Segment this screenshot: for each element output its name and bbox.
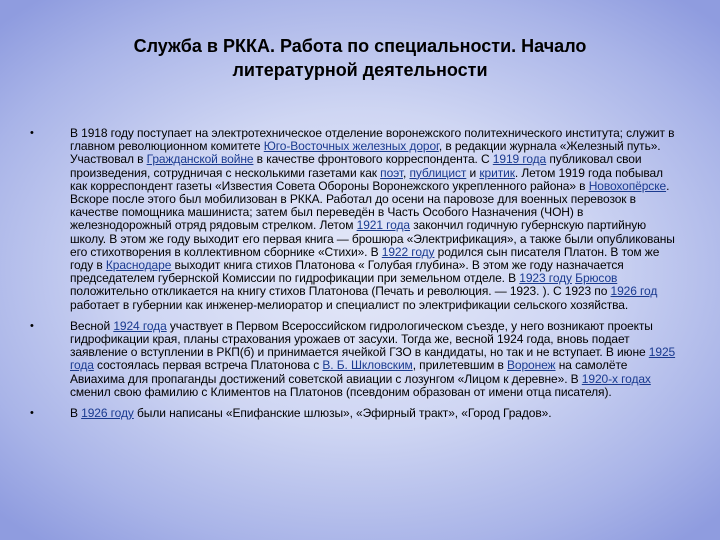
hyperlink[interactable]: 1920-х годах <box>581 371 651 386</box>
text-segment: В 1918 году поступает на электротехническое отделение воронежского политехнического института; служит в главном революционном комитете <box>70 126 675 154</box>
text-segment: положительно откликается на книгу стихов Платонова (Печать и революция. — 1923. ). С 1923 по <box>70 284 611 299</box>
hyperlink[interactable]: 1925 года <box>70 345 676 373</box>
bullet-list <box>30 127 680 420</box>
bullet-marker: • <box>30 319 34 332</box>
text-segment: . Вскоре после этого был мобилизован в РККА. Работал до осени на паровозе для военных перевозок в качестве помощника машиниста; затем был переведён в Часть Особого Назначения (ЧОН) в железнодорожный отряд рядовым стрелком. Летом <box>70 178 670 233</box>
text-segment: . Летом 1919 года побывал как корреспондент газеты «Известия Совета Обороны Воронежского укрепленного района» в <box>70 165 663 193</box>
text-segment: , в редакции журнала «Железный путь». Участвовал в <box>70 139 661 167</box>
bullet-item <box>30 407 680 420</box>
bullet-marker: • <box>30 407 34 420</box>
text-segment: были написаны «Епифанские шлюзы», «Эфирный тракт», «Город Градов». <box>133 406 552 421</box>
text-segment: в качестве фронтового корреспондента. С <box>253 152 493 167</box>
bullet-marker: • <box>30 127 34 139</box>
text-segment: родился сын писателя Платон. В том же году в <box>70 244 660 273</box>
text-segment: , прилетевшим в <box>412 358 507 373</box>
text-segment: выходит книга стихов Платонова « Голубая глубина». В этом же году назначается председателем губернской Комиссии по гидрофикации при земельном отделе. В <box>70 258 624 286</box>
text-segment: состоялась первая встреча Платонова с <box>93 358 323 373</box>
hyperlink[interactable]: Юго-Восточных железных дорог <box>263 139 439 154</box>
hyperlink[interactable]: 1924 года <box>113 318 167 333</box>
text-segment: публиковал свои произведения, сотрудничая с несколькими газетами как <box>70 152 642 180</box>
bullet-item <box>30 320 680 399</box>
hyperlink[interactable]: поэт <box>380 165 403 180</box>
slide-title-line-2: литературной деятельности <box>232 60 488 80</box>
text-segment: на самолёте Авиахима для пропаганды достижений советской авиации с лозунгом «Лицом к деревне». В <box>70 358 628 386</box>
text-segment: , <box>402 165 410 180</box>
text-segment: В <box>70 406 82 421</box>
bullet-text <box>70 320 680 399</box>
hyperlink[interactable]: Гражданской войне <box>146 152 254 167</box>
hyperlink[interactable]: Воронеж <box>506 358 556 373</box>
hyperlink[interactable]: Новохопёрске <box>588 178 667 193</box>
bullet-item <box>30 127 680 312</box>
hyperlink[interactable]: 1922 году <box>381 244 435 259</box>
text-segment: Весной <box>70 318 114 333</box>
bullet-text <box>70 127 680 312</box>
hyperlink[interactable]: 1926 году <box>81 406 134 421</box>
text-segment: участвует в Первом Всероссийском гидрологическом съезде, у него возникают проекты гидрофикации края, планы страхования урожаев от засухи. Тогда же, весной 1924 года, вновь подает заявление о вступлении в РКП(б) и принимается ячейкой ГЗО в кандидаты, но так и не вступает. В июне <box>70 318 653 360</box>
bullet-text <box>70 407 680 420</box>
text-segment: сменил свою фамилию с Климентов на Платонов (псевдоним образован от имени отца писателя). <box>70 384 612 399</box>
hyperlink[interactable]: Краснодаре <box>105 258 172 273</box>
text-segment: работает в губернии как инженер-мелиоратор и специалист по электрификации сельского хозяйства. <box>70 297 629 312</box>
slide-title-line-1: Служба в РККА. Работа по специальности. Начало <box>133 36 587 56</box>
text-segment: закончил годичную губернскую партийную школу. В этом же году выходит его первая книга — брошюра «Электрификация», а также были опубликованы его стихотворения в коллективном сборнике «Стихи». В <box>70 218 675 259</box>
hyperlink[interactable]: 1921 года <box>356 218 410 233</box>
hyperlink[interactable]: 1926 год <box>610 284 658 299</box>
hyperlink[interactable]: публицист <box>409 165 467 180</box>
hyperlink[interactable]: 1923 году <box>519 271 572 286</box>
hyperlink[interactable]: Брюсов <box>575 271 618 286</box>
text-segment: и <box>466 165 480 180</box>
hyperlink[interactable]: 1919 года <box>492 152 547 167</box>
slide-title <box>60 34 660 82</box>
hyperlink[interactable]: критик <box>479 165 515 180</box>
hyperlink[interactable]: В. Б. Шкловским <box>322 358 413 373</box>
